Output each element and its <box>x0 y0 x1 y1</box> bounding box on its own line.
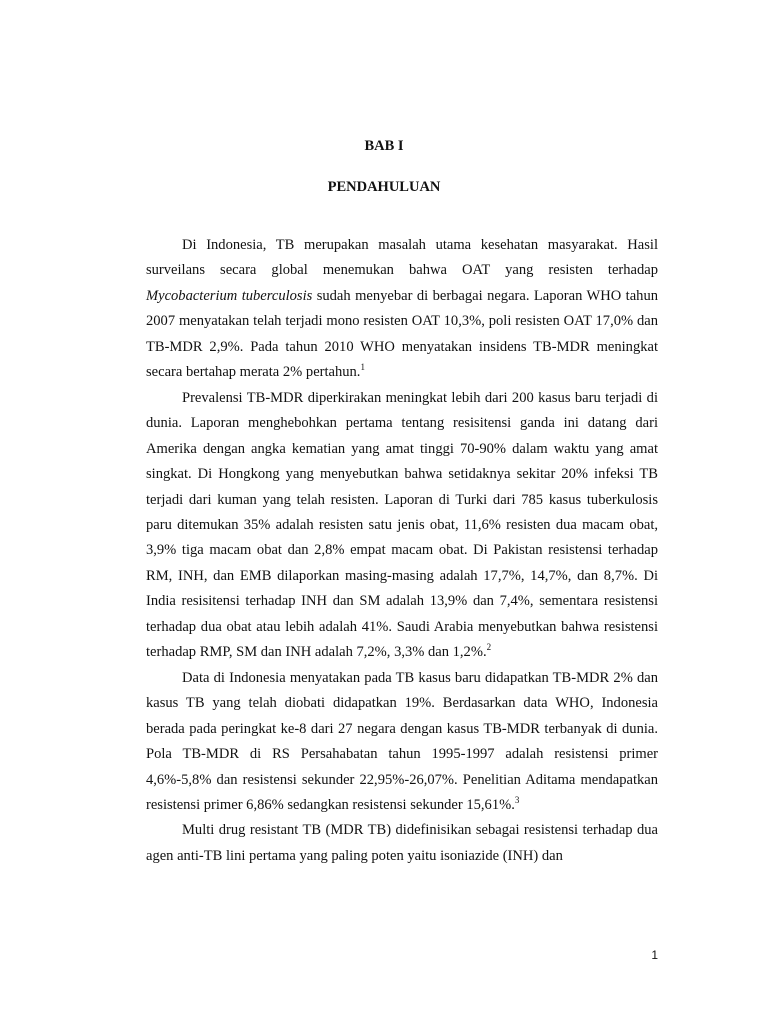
paragraph-text: sudah menyebar di berbagai negara. Laporan WHO tahun 2007 menyatakan telah terjadi mono resisten OAT 10,3%, poli resisten OAT 17,0% dan TB-MDR 2,9%. Pada tahun 2010 WHO menyatakan insidens TB-MDR meningkat secara bertahap merata 2% pertahun. <box>146 287 659 381</box>
paragraph <box>146 233 658 386</box>
chapter-title: PENDAHULUAN <box>327 179 441 195</box>
page-number: 1 <box>651 948 658 962</box>
body-text <box>146 233 658 869</box>
paragraph <box>146 666 658 819</box>
paragraph-text: Multi drug resistant TB (MDR TB) didefinisikan sebagai resistensi terhadap dua agen anti-TB lini pertama yang paling poten yaitu isoniazide (INH) dan <box>146 822 658 864</box>
paragraph <box>146 818 658 869</box>
citation-marker: 1 <box>360 362 365 373</box>
chapter-number: BAB I <box>364 138 404 154</box>
paragraph-text: Data di Indonesia menyatakan pada TB kasus baru didapatkan TB-MDR 2% dan kasus TB yang telah diobati didapatkan 19%. Berdasarkan data WHO, Indonesia berada pada peringkat ke-8 dari 27 negara dengan kasus TB-MDR terbanyak di dunia. Pola TB-MDR di RS Persahabatan tahun 1995-1997 adalah resistensi primer 4,6%-5,8% dan resistensi sekunder 22,95%-26,07%. Penelitian Aditama mendapatkan resistensi primer 6,86% sedangkan resistensi sekunder 15,61%. <box>146 669 658 813</box>
species-name: Mycobacterium tuberculosis <box>146 287 313 304</box>
citation-marker: 2 <box>486 642 492 653</box>
paragraph-text: Di Indonesia, TB merupakan masalah utama kesehatan masyarakat. Hasil surveilans secara global menemukan bahwa OAT yang resisten terhadap <box>146 237 658 279</box>
citation-marker: 3 <box>514 794 520 805</box>
paragraph-text: Prevalensi TB-MDR diperkirakan meningkat lebih dari 200 kasus baru terjadi di dunia. Laporan menghebohkan pertama tentang resisitensi ganda ini datang dari Amerika dengan angka kematian yang amat tinggi 70-90% dalam waktu yang amat singkat. Di Hongkong yang menyebutkan bahwa setidaknya sekitar 20% infeksi TB terjadi dari kuman yang telah resisten. Laporan di Turki dari 785 kasus tuberkulosis paru ditemukan 35% adalah resisten satu jenis obat, 11,6% resisten dua macam obat, 3,9% tiga macam obat dan 2,8% empat macam obat. Di Pakistan resistensi terhadap RM, INH, dan EMB dilaporkan masing-masing adalah 17,7%, 14,7%, dan 8,7%. Di India resisitensi terhadap INH dan SM adalah 13,9% dan 7,4%, sementara resistensi terhadap dua obat atau lebih adalah 41%. Saudi Arabia menyebutkan bahwa resistensi terhadap RMP, SM dan INH adalah 7,2%, 3,3% dan 1,2%. <box>146 389 658 661</box>
paragraph <box>146 386 658 666</box>
